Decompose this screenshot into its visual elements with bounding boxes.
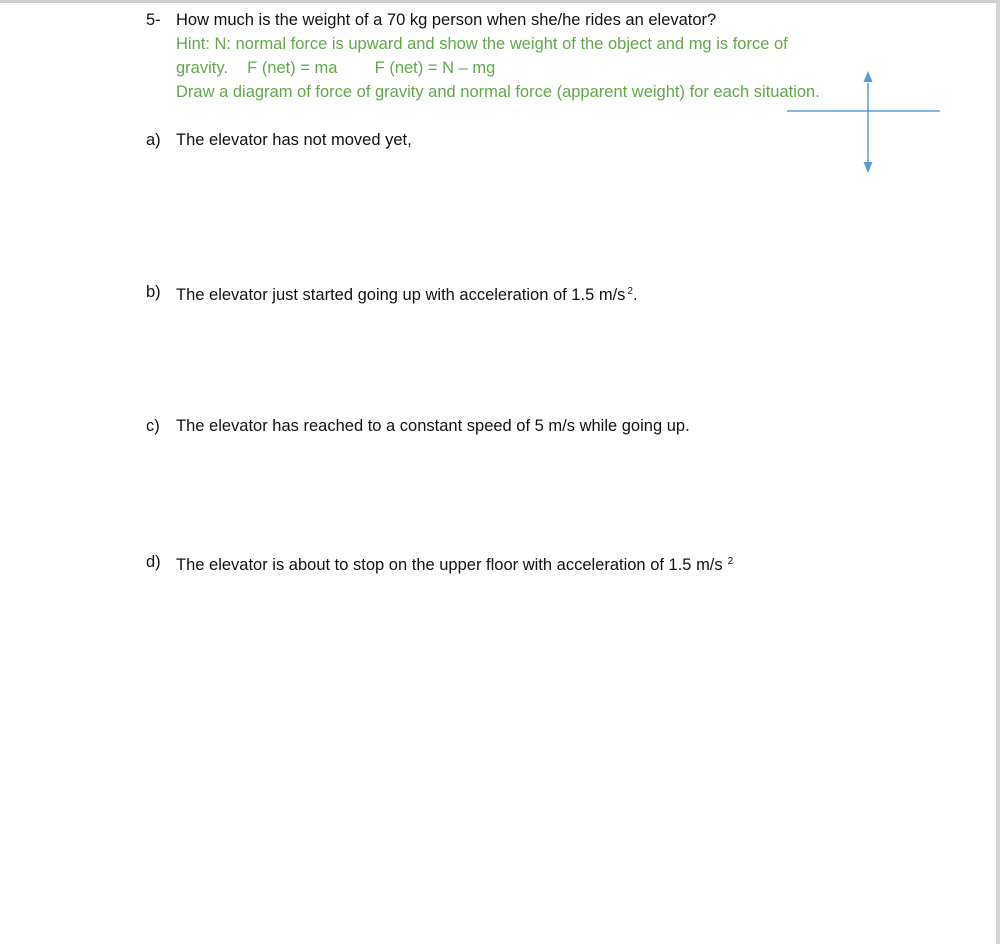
- formula-fnet-ma: F (net) = ma: [247, 59, 338, 77]
- formula-fnet-n-mg: F (net) = N – mg: [374, 59, 496, 77]
- hint-gravity: gravity.: [176, 59, 228, 77]
- superscript: 2: [627, 286, 633, 297]
- part-text-wrap: [176, 552, 733, 575]
- superscript: 2: [727, 556, 734, 567]
- part-text: The elevator has not moved yet,: [176, 131, 412, 149]
- part-text-wrap: [176, 282, 638, 305]
- part-label: b): [146, 283, 161, 301]
- normal-force-arrow-head: [864, 71, 873, 82]
- hint-text-1: Hint: N: normal force is upward and show the weight of the object and mg is force of: [176, 35, 788, 53]
- part-label: c): [146, 417, 160, 435]
- part-label: a): [146, 131, 161, 149]
- hint-text-3: Draw a diagram of force of gravity and normal force (apparent weight) for each situation.: [176, 83, 820, 101]
- question-text: How much is the weight of a 70 kg person when she/he rides an elevator?: [176, 11, 717, 29]
- part-text: The elevator has reached to a constant speed of 5 m/s while going up.: [176, 417, 690, 435]
- part-suffix: .: [632, 286, 638, 304]
- part-text: The elevator just started going up with acceleration of 1.5 m/s: [176, 286, 626, 304]
- question-number: 5-: [146, 11, 161, 29]
- gravity-arrow-head: [864, 162, 873, 173]
- part-label: d): [146, 553, 161, 571]
- part-text: The elevator is about to stop on the upper floor with acceleration of 1.5 m/s: [176, 556, 723, 574]
